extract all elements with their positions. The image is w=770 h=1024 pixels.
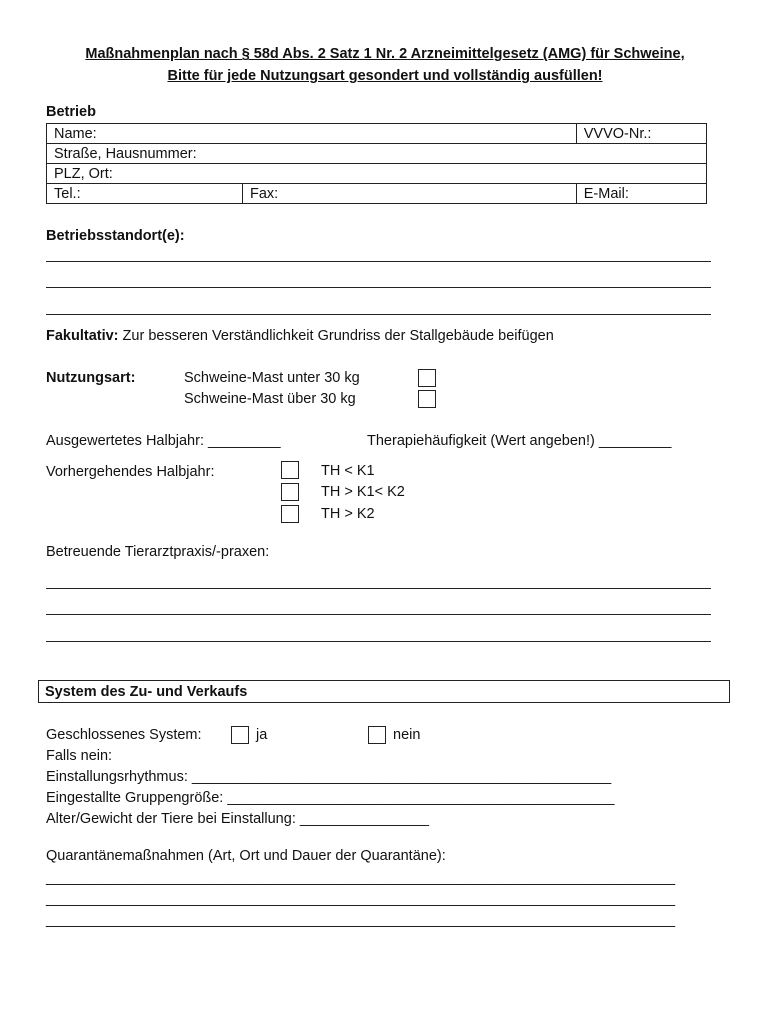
th-k1-checkbox[interactable] [281, 461, 299, 479]
tel-label: Tel.: [54, 185, 81, 202]
tel-field[interactable] [47, 184, 243, 204]
fax-field[interactable] [243, 184, 577, 204]
gruppengroesse-field[interactable]: Eingestallte Gruppengröße: ________________________________________________ [46, 790, 615, 806]
tierarzt-line-3[interactable] [46, 641, 711, 642]
street-label: Straße, Hausnummer: [54, 145, 197, 162]
vvvo-field[interactable] [576, 124, 706, 144]
th-k2-checkbox[interactable] [281, 505, 299, 523]
street-field[interactable] [47, 144, 707, 164]
alter-gewicht-field[interactable]: Alter/Gewicht der Tiere bei Einstallung: ________________ [46, 811, 429, 827]
tierarzt-line-2[interactable] [46, 614, 711, 615]
email-field[interactable] [576, 184, 706, 204]
plz-label: PLZ, Ort: [54, 165, 113, 182]
quarantaene-heading: Quarantänemaßnahmen (Art, Ort und Dauer der Quarantäne): [46, 848, 446, 864]
tierarzt-line-1[interactable] [46, 588, 711, 589]
fakultativ-text: Zur besseren Verständlichkeit Grundriss der Stallgebäude beifügen [118, 328, 554, 344]
nutzungsart-option-2-checkbox[interactable] [418, 390, 436, 408]
system-heading: System des Zu- und Verkaufs [38, 680, 730, 703]
geschlossen-nein-label: nein [393, 727, 421, 743]
email-label: E-Mail: [583, 185, 629, 202]
standort-line-3[interactable] [46, 314, 711, 315]
th-k2-label: TH > K2 [321, 506, 375, 522]
standort-line-2[interactable] [46, 287, 711, 288]
nutzungsart-option-2-label: Schweine-Mast über 30 kg [184, 391, 356, 407]
standort-line-1[interactable] [46, 261, 711, 262]
nutzungsart-label: Nutzungsart: [46, 370, 136, 386]
fax-label: Fax: [250, 185, 279, 202]
geschlossen-ja-label: ja [256, 727, 268, 743]
tierarzt-heading: Betreuende Tierarztpraxis/-praxen: [46, 544, 270, 560]
th-k1-k2-checkbox[interactable] [281, 483, 299, 501]
plz-field[interactable] [47, 164, 707, 184]
einstallungsrhythmus-field[interactable]: Einstallungsrhythmus: ____________________________________________________ [46, 769, 612, 785]
geschlossen-label: Geschlossenes System: [46, 727, 202, 743]
quarantaene-line-2[interactable]: ______________________________________________________________________________ [46, 891, 676, 907]
nutzungsart-option-1-label: Schweine-Mast unter 30 kg [184, 370, 360, 386]
name-label: Name: [54, 125, 97, 142]
vorhergehendes-halbjahr-label: Vorhergehendes Halbjahr: [46, 464, 215, 480]
falls-nein-label: Falls nein: [46, 748, 113, 764]
standorte-heading: Betriebsstandort(e): [46, 228, 185, 244]
fakultativ-label: Fakultativ: [46, 328, 119, 344]
betrieb-heading: Betrieb [46, 104, 96, 120]
th-k1-k2-label: TH > K1< K2 [321, 484, 405, 500]
therapiehaeufigkeit: Therapiehäufigkeit (Wert angeben!) _________ [367, 433, 672, 449]
th-k1-label: TH < K1 [321, 463, 375, 479]
geschlossen-nein-checkbox[interactable] [368, 726, 386, 744]
form-title-line2: Bitte für jede Nutzungsart gesondert und vollständig ausfüllen! [167, 68, 603, 84]
nutzungsart-option-1-checkbox[interactable] [418, 369, 436, 387]
ausgewertetes-halbjahr: Ausgewertetes Halbjahr: _________ [46, 433, 281, 449]
geschlossen-ja-checkbox[interactable] [231, 726, 249, 744]
quarantaene-line-1[interactable]: ______________________________________________________________________________ [46, 870, 676, 886]
form-title-line1: Maßnahmenplan nach § 58d Abs. 2 Satz 1 Nr. 2 Arzneimittelgesetz (AMG) für Schweine, [85, 46, 685, 62]
vvvo-label: VVVO-Nr.: [583, 125, 652, 142]
name-field[interactable] [47, 124, 577, 144]
betrieb-table [46, 123, 707, 204]
fakultativ-note [46, 328, 554, 344]
quarantaene-line-3[interactable]: ______________________________________________________________________________ [46, 912, 676, 928]
